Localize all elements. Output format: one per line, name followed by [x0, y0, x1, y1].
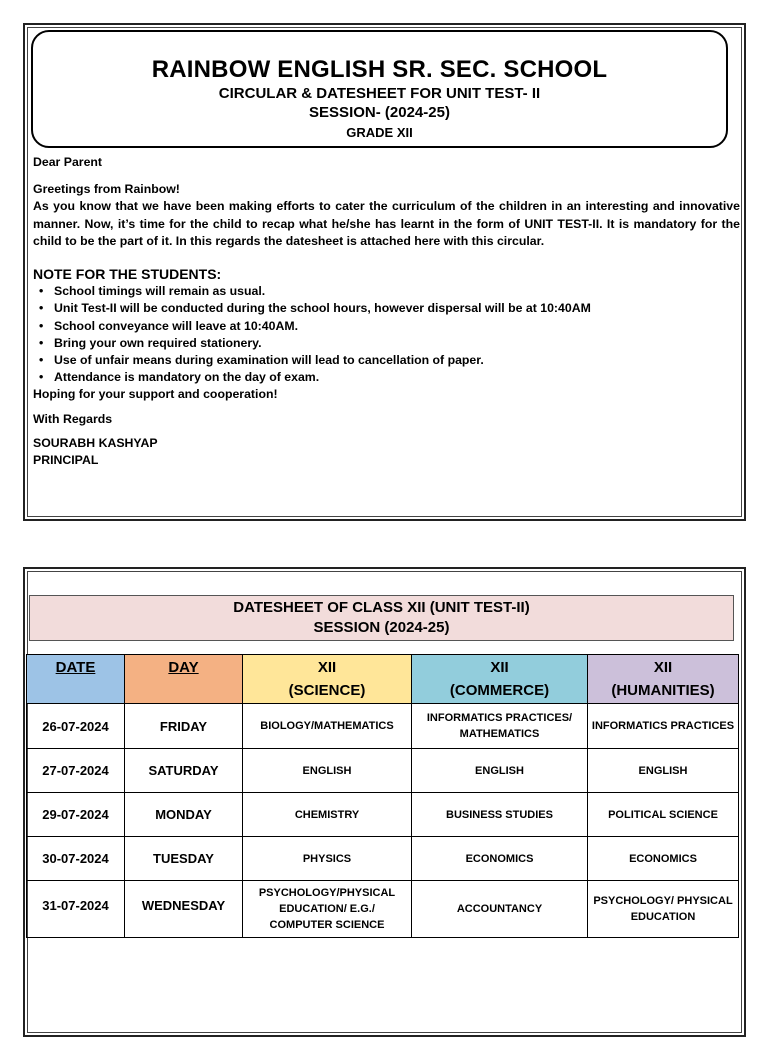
row-commerce: ACCOUNTANCY	[412, 881, 588, 938]
regards: With Regards	[33, 411, 113, 426]
row-science: ENGLISH	[243, 749, 412, 793]
school-name: RAINBOW ENGLISH SR. SEC. SCHOOL	[151, 56, 608, 83]
table-row	[27, 749, 739, 793]
row-day: WEDNESDAY	[125, 881, 243, 938]
row-humanities: ENGLISH	[588, 749, 739, 793]
row-science: BIOLOGY/MATHEMATICS	[243, 704, 412, 749]
datesheet-title	[29, 595, 734, 641]
table-row	[27, 837, 739, 881]
row-science: CHEMISTRY	[243, 793, 412, 837]
row-date: 27-07-2024	[27, 749, 125, 793]
note-item: • Bring your own required stationery.	[54, 335, 740, 352]
salutation: Dear Parent	[33, 155, 103, 169]
row-humanities: ECONOMICS	[588, 837, 739, 881]
closing-line: Hoping for your support and cooperation!	[33, 387, 278, 402]
row-humanities: INFORMATICS PRACTICES	[588, 704, 739, 749]
note-heading: NOTE FOR THE STUDENTS:	[33, 266, 222, 283]
datesheet-table	[26, 654, 739, 938]
header-date: DATE	[27, 655, 125, 704]
circular-letter	[33, 154, 740, 469]
row-date: 30-07-2024	[27, 837, 125, 881]
note-item: • School conveyance will leave at 10:40AM.	[54, 318, 740, 335]
row-day: MONDAY	[125, 793, 243, 837]
datesheet-title-line1: DATESHEET OF CLASS XII (UNIT TEST-II)	[233, 599, 530, 616]
row-humanities: POLITICAL SCIENCE	[588, 793, 739, 837]
letter-body: As you know that we have been making efforts to cater the curriculum of the children in an interesting and innovative manner. Now, it’s time for the child to recap what he/she has learnt in the form of UNIT TEST-II. It is mandatory for the child to be the part of it. In this regards the datesheet is attached here with this circular.	[33, 199, 740, 248]
header-commerce: XII (COMMERCE)	[412, 655, 588, 704]
row-date: 26-07-2024	[27, 704, 125, 749]
row-commerce: INFORMATICS PRACTICES/ MATHEMATICS	[412, 704, 588, 749]
row-humanities: PSYCHOLOGY/ PHYSICAL EDUCATION	[588, 881, 739, 938]
signatory-name: SOURABH KASHYAP	[33, 435, 158, 450]
row-commerce: ENGLISH	[412, 749, 588, 793]
row-commerce: BUSINESS STUDIES	[412, 793, 588, 837]
table-header-row	[27, 655, 739, 704]
session-label: SESSION- (2024-25)	[309, 104, 450, 121]
table-row	[27, 881, 739, 938]
header-humanities: XII (HUMANITIES)	[588, 655, 739, 704]
row-science: PHYSICS	[243, 837, 412, 881]
grade-label: GRADE XII	[346, 125, 413, 140]
row-day: FRIDAY	[125, 704, 243, 749]
row-date: 29-07-2024	[27, 793, 125, 837]
row-science: PSYCHOLOGY/PHYSICAL EDUCATION/ E.G./ COMPUTER SCIENCE	[243, 881, 412, 938]
header-day: DAY	[125, 655, 243, 704]
greeting: Greetings from Rainbow!	[33, 182, 180, 197]
circular-header	[31, 30, 728, 148]
row-day: SATURDAY	[125, 749, 243, 793]
note-item: • School timings will remain as usual.	[54, 283, 740, 300]
note-item: • Unit Test-II will be conducted during the school hours, however dispersal will be at 10:40AM	[54, 300, 740, 317]
row-day: TUESDAY	[125, 837, 243, 881]
notes-list	[33, 283, 740, 386]
table-row	[27, 793, 739, 837]
header-science: XII (SCIENCE)	[243, 655, 412, 704]
row-commerce: ECONOMICS	[412, 837, 588, 881]
note-item: • Use of unfair means during examination will lead to cancellation of paper.	[54, 352, 740, 369]
datesheet-title-line2: SESSION (2024-25)	[313, 619, 450, 636]
note-item: • Attendance is mandatory on the day of exam.	[54, 369, 740, 386]
signatory-title: PRINCIPAL	[33, 453, 99, 468]
row-date: 31-07-2024	[27, 881, 125, 938]
table-row	[27, 704, 739, 749]
circular-subtitle: CIRCULAR & DATESHEET FOR UNIT TEST- II	[218, 85, 541, 102]
